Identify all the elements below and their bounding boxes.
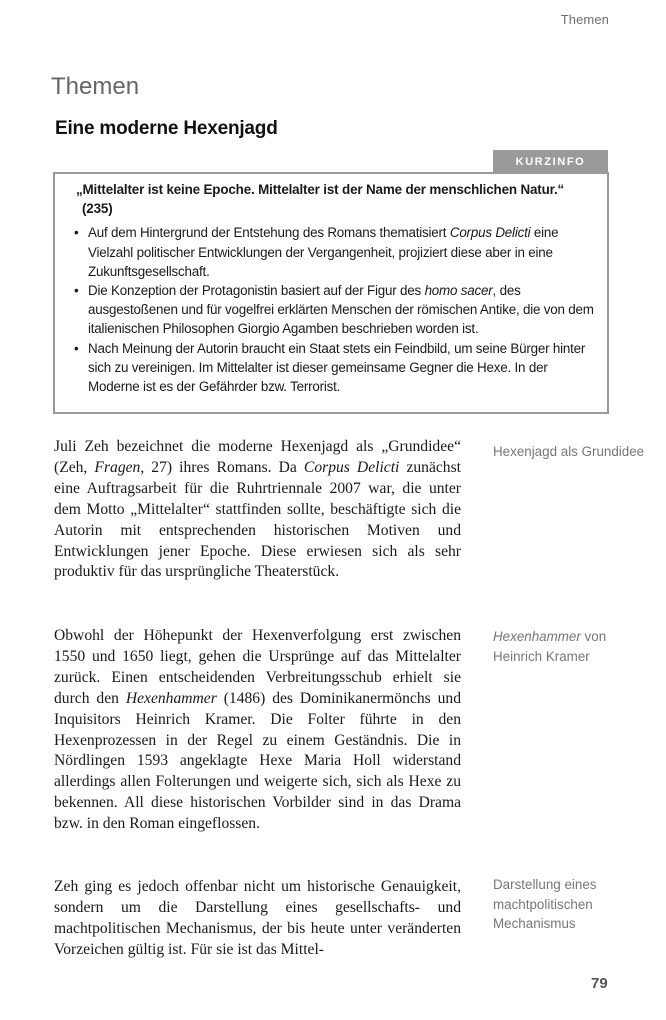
paragraph-text-italic: Hexenhammer	[125, 689, 217, 707]
kurzinfo-quote: „Mittelalter ist keine Epoche. Mittelalter ist der Name der menschlichen Natur.“ (235)	[76, 182, 565, 217]
body-paragraph	[54, 437, 461, 583]
paragraph-text: , 27) ihres Romans. Da	[140, 458, 304, 476]
paragraph-text: Juli Zeh bezeichnet die moderne Hexenjagd als „Grundidee“ (Zeh,	[54, 438, 461, 476]
bullet-text: Nach Meinung der Autorin braucht ein Staat stets ein Feindbild, um seine Bürger hinter sich zu vereinigen. Im Mittelalter ist dieser gemeinsame Gegner die Hexe. In der Moderne ist es der Gefährder bzw. Terrorist.	[88, 340, 586, 395]
chapter-title: Themen	[51, 73, 140, 100]
bullet-icon: •	[74, 225, 79, 241]
bullet-icon: •	[74, 283, 79, 299]
kurzinfo-list	[73, 223, 597, 396]
margin-note-text: Hexenjagd als Grundidee	[493, 444, 645, 459]
margin-note	[493, 442, 653, 462]
bullet-text: Auf dem Hintergrund der Entstehung des Romans thematisiert	[88, 225, 450, 241]
kurzinfo-bullet-item	[73, 339, 597, 397]
margin-note-text: Darstellung eines machtpolitischen Mechanismus	[493, 877, 597, 931]
margin-note-italic: Hexenhammer	[493, 629, 581, 644]
kurzinfo-bullet-item	[73, 281, 597, 339]
kurzinfo-box	[53, 172, 609, 414]
paragraph-text: zunächst eine Auftragsarbeit für die Ruhrtriennale 2007 war, die unter dem Motto „Mittelalter“ stattfinden sollte, beschäftigte sich die Autorin mit entsprechenden historischen Motiven und Entwicklungen jener Epoche. Diese erwiesen sich als sehr produktiv für das ursprüngliche Theaterstück.	[54, 458, 462, 581]
body-paragraph	[54, 877, 461, 961]
paragraph-text: Zeh ging es jedoch offenbar nicht um historische Genauigkeit, sondern um die Darstellung eines gesellschafts- und machtpolitischen Mechanismus, der bis heute unter veränderten Vorzeichen gültig ist. Für sie ist das Mittel-	[54, 878, 461, 958]
section-title: Eine moderne Hexenjagd	[55, 118, 278, 139]
bullet-icon: •	[74, 340, 79, 356]
body-paragraph	[54, 626, 461, 835]
bullet-text-italic: Corpus Delicti	[449, 225, 531, 241]
bullet-text: Die Konzeption der Protagonistin basiert auf der Figur des	[88, 283, 425, 299]
bullet-text: eine Vielzahl politischer Entwicklungen der Vergangenheit, projiziert diese aber in eine Zukunftsgesellschaft.	[88, 225, 559, 279]
paragraph-text: Obwohl der Höhepunkt der Hexenverfolgung erst zwischen 1550 und 1650 liegt, gehen die Ursprünge auf das Mittelalter zurück. Einen entscheidenden Verbreitungsschub erhielt sie durch den	[54, 627, 461, 707]
bullet-text-italic: homo sacer	[424, 283, 493, 299]
margin-note	[493, 627, 653, 666]
paragraph-text: (1486) des Dominikanermönchs und Inquisitors Heinrich Kramer. Die Folter führte in den Hexenprozessen in der Regel zu einem Geständnis. Die in Nördlingen 1593 angeklagte Hexe Maria Holl widerstand allerdings allen Folterungen und weigerte sich, sich als Hexe zu bekennen. All diese historischen Vorbilder sind in das Drama bzw. in den Roman eingeflossen.	[54, 689, 461, 833]
kurzinfo-bullet-item	[73, 223, 597, 281]
paragraph-text-italic: Corpus Delicti	[303, 458, 400, 476]
bullet-text: , des ausgestoßenen und für vogelfrei erklärten Menschen der römischen Antike, die von dem italienischen Philosophen Giorgio Agamben beschrieben worden ist.	[88, 283, 594, 337]
margin-note-text: von Heinrich Kramer	[493, 629, 607, 664]
page-number: 79	[591, 975, 608, 992]
margin-note	[493, 875, 653, 934]
paragraph-text-italic: Fragen	[94, 458, 141, 476]
kurzinfo-label: KURZINFO	[493, 150, 608, 172]
running-head: Themen	[560, 12, 609, 27]
